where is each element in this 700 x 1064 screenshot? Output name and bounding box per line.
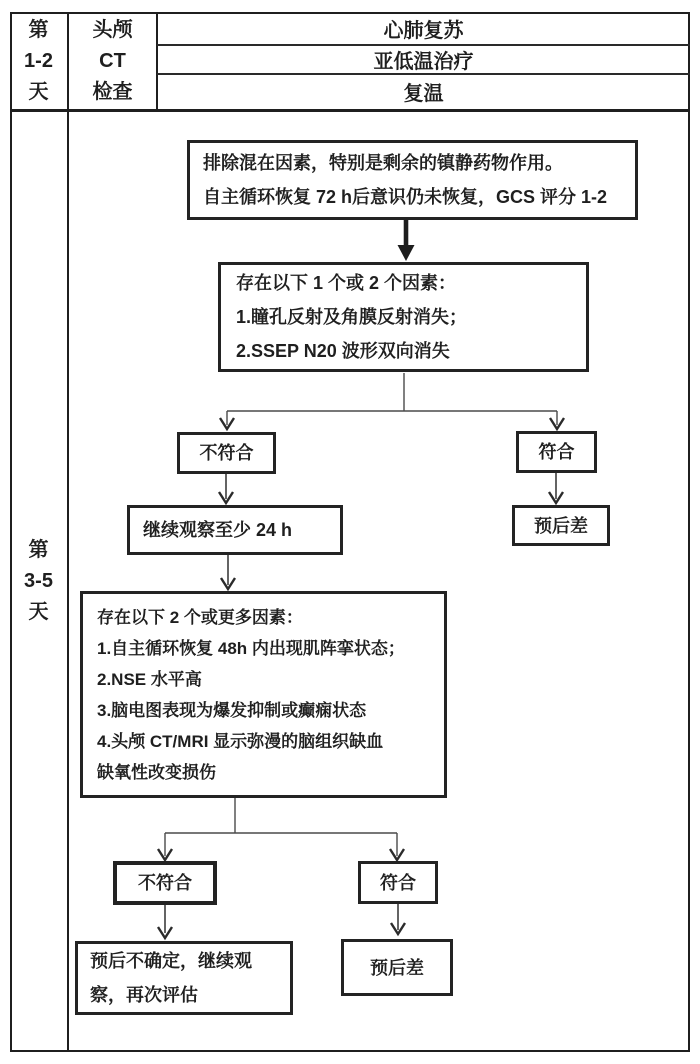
continue-observation-box — [127, 505, 343, 555]
exclude-confounders-box — [187, 140, 638, 220]
text-line: 预后不确定，继续观 — [90, 951, 252, 971]
day-1-2-line: 1-2 — [24, 49, 53, 72]
text-line: 2.SSEP N20 波形双向消失 — [236, 341, 450, 361]
head-ct-line: 检查 — [92, 80, 133, 103]
connector-criteria1-split — [227, 373, 557, 425]
text-line: 1.瞳孔反射及角膜反射消失； — [236, 307, 468, 327]
text-line: 自主循环恢复 72 h后意识仍未恢复，GCS 评分 1-2 — [203, 187, 608, 207]
not-met-label: 不符合 — [138, 873, 192, 893]
poor-prognosis-box-2 — [341, 939, 453, 996]
arrowheads-branch2-down — [158, 923, 405, 938]
branch1-not-met-box — [177, 432, 276, 474]
phase-hypothermia-label: 亚低温治疗 — [373, 50, 474, 73]
connector-branch2-down — [165, 903, 398, 933]
not-met-label: 不符合 — [199, 443, 254, 463]
text-line: 3.脑电图表现为爆发抑制或癫痫状态 — [97, 700, 367, 720]
day-3-5-line: 天 — [28, 600, 49, 623]
poor-prognosis-label: 预后差 — [534, 515, 588, 536]
text-line: 存在以下 2 个或更多因素： — [97, 607, 303, 627]
arrowheads-branch2 — [158, 849, 404, 860]
arrowheads-branch1 — [220, 418, 564, 429]
head-ct-line: CT — [99, 49, 126, 72]
day-1-2-line: 第 — [28, 18, 49, 41]
day-3-5-line: 3-5 — [24, 569, 53, 592]
text-line: 存在以下 1 个或 2 个因素： — [236, 273, 457, 293]
text-line: 1.自主循环恢复 48h 内出现肌阵挛状态； — [97, 638, 405, 658]
criteria-1-or-2-factors-box — [218, 262, 589, 372]
head-ct-line: 头颅 — [92, 18, 133, 41]
arrow-exclude-to-criteria1 — [398, 219, 415, 261]
connector-branch1-down — [226, 473, 556, 499]
phase-rewarming-label: 复温 — [403, 83, 444, 105]
poor-prognosis-box-1 — [512, 505, 610, 546]
day-3-5-line: 第 — [28, 538, 49, 561]
met-label: 符合 — [538, 442, 575, 462]
criteria-2-or-more-factors-box — [80, 591, 447, 798]
day-1-2-line: 天 — [28, 80, 49, 103]
branch2-met-box — [358, 861, 438, 904]
observe-label: 继续观察至少 24 h — [143, 520, 293, 540]
text-line: 察，再次评估 — [90, 985, 198, 1005]
arrowheads-branch1-down — [219, 492, 563, 503]
branch2-not-met-box — [113, 861, 217, 905]
connector-criteria2-split — [165, 798, 397, 856]
text-line: 排除混在因素，特别是剩余的镇静药物作用。 — [203, 153, 563, 173]
phase-cpr-label: 心肺复苏 — [383, 19, 464, 42]
connector-observe-to-criteria2 — [221, 555, 235, 589]
branch1-met-box — [516, 431, 597, 473]
met-label: 符合 — [380, 872, 416, 893]
text-line: 4.头颅 CT/MRI 显示弥漫的脑组织缺血 — [97, 731, 384, 751]
poor-prognosis-label: 预后差 — [370, 957, 424, 978]
text-line: 缺氧性改变损伤 — [97, 762, 216, 782]
text-line: 2.NSE 水平高 — [97, 669, 202, 689]
uncertain-prognosis-box — [75, 941, 293, 1015]
